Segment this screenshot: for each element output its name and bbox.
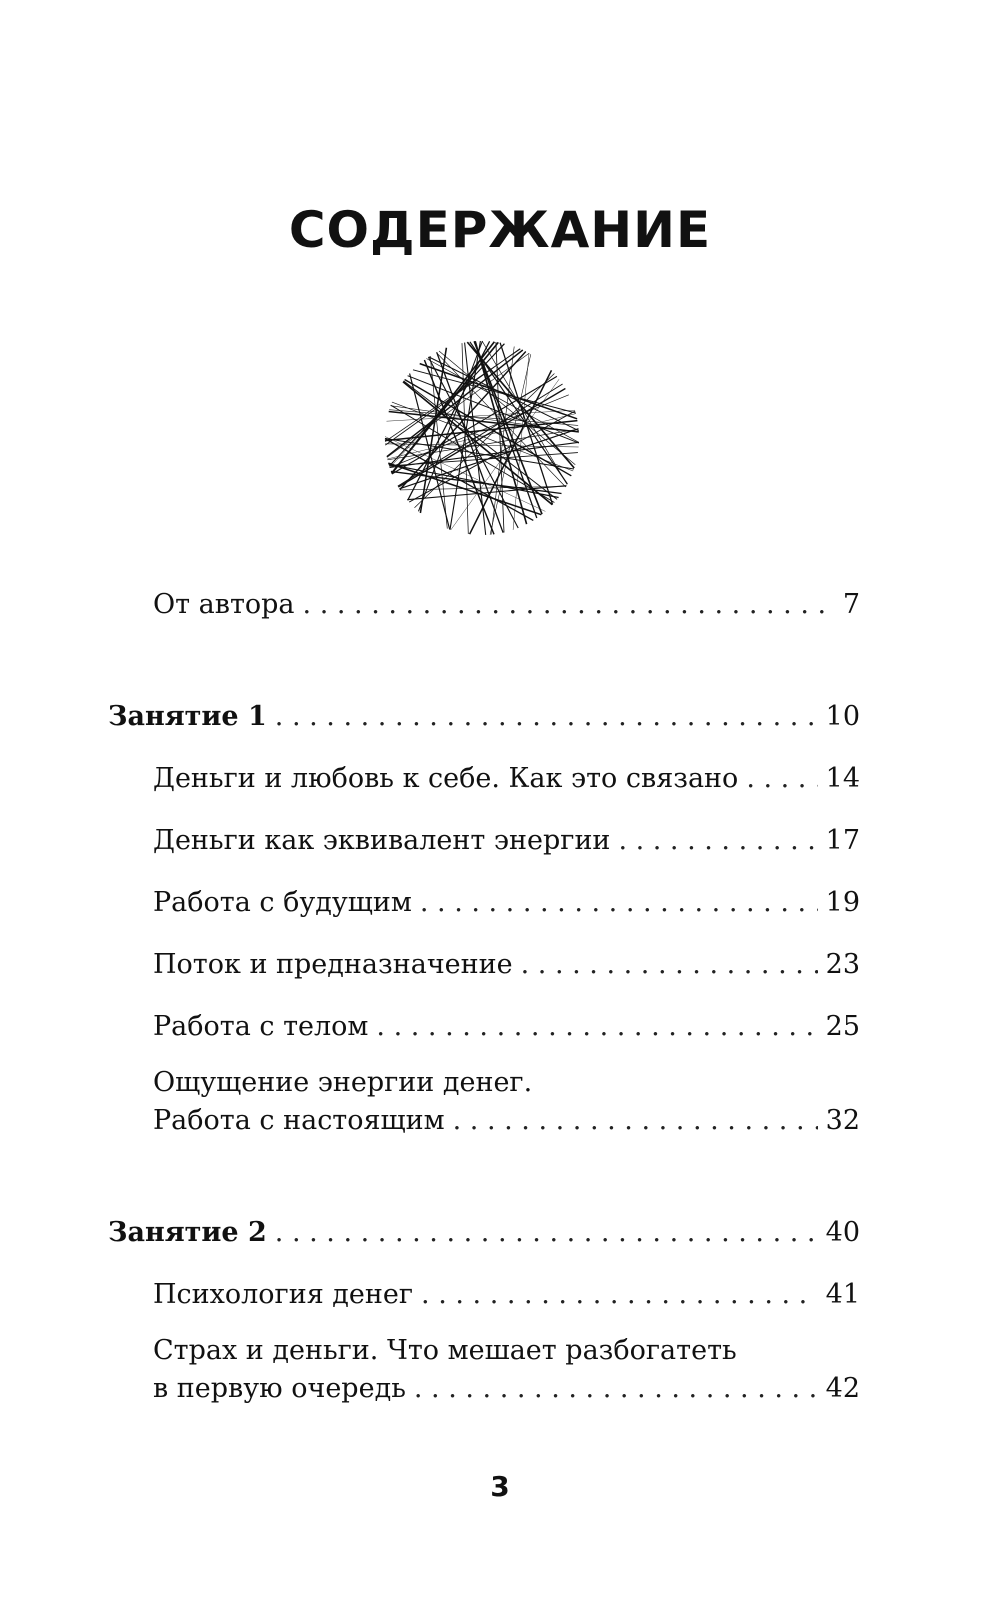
dot-leader	[453, 1104, 818, 1138]
toc-entry[interactable]	[153, 886, 860, 920]
toc-entry-label: Работа с настоящим	[153, 1105, 445, 1136]
toc-entry-label: Работа с будущим	[153, 887, 412, 918]
toc-entry-label: От автора	[153, 589, 295, 620]
toc-page-number: 17	[825, 825, 860, 856]
toc-entry[interactable]	[153, 1372, 860, 1406]
toc-entry-label: Психология денег	[153, 1279, 414, 1310]
toc-entry[interactable]	[153, 948, 860, 982]
toc-page-number: 25	[825, 1011, 860, 1042]
dot-leader	[618, 824, 817, 858]
toc-entry[interactable]	[153, 1104, 860, 1138]
ornament-line	[475, 341, 526, 524]
ornament-line	[403, 382, 552, 505]
dot-leader	[414, 1372, 818, 1406]
ornament-line	[389, 344, 504, 466]
dot-leader	[275, 1216, 818, 1250]
dot-leader	[746, 762, 817, 796]
dot-leader	[521, 948, 818, 982]
toc-entry-label: в первую очередь	[153, 1373, 406, 1404]
dot-leader	[275, 700, 818, 734]
toc-page-number: 23	[825, 949, 860, 980]
toc-entry[interactable]	[153, 1010, 860, 1044]
toc-page-number: 19	[825, 887, 860, 918]
toc-page-number: 42	[825, 1373, 860, 1404]
ornament-line	[389, 412, 579, 432]
dot-leader	[420, 886, 818, 920]
dot-leader	[303, 588, 835, 622]
toc-page-number: 41	[825, 1279, 860, 1310]
toc-section-lesson-2[interactable]	[108, 1216, 860, 1250]
toc-entry-label: Поток и предназначение	[153, 949, 513, 980]
toc-entry-label: Деньги как эквивалент энергии	[153, 825, 611, 856]
toc-section-label: Занятие 2	[108, 1217, 267, 1248]
toc-page-number: 32	[825, 1105, 860, 1136]
toc-entry-first-line: Страх и деньги. Что мешает разбогатеть	[153, 1335, 737, 1366]
dot-leader	[421, 1278, 818, 1312]
toc-entry-label: Работа с телом	[153, 1011, 369, 1042]
toc-section-lesson-1[interactable]	[108, 700, 860, 734]
ornament-line	[398, 389, 565, 488]
toc-entry[interactable]	[153, 1278, 860, 1312]
toc-page-number: 7	[842, 589, 860, 620]
toc-page-number: 14	[825, 763, 860, 794]
toc-entry-label: Деньги и любовь к себе. Как это связано	[153, 763, 739, 794]
dot-leader	[376, 1010, 817, 1044]
toc-section-label: Занятие 1	[108, 701, 267, 732]
page-title: СОДЕРЖАНИЕ	[288, 201, 712, 259]
toc-page-number: 10	[825, 701, 860, 732]
toc-entry-first-line: Ощущение энергии денег.	[153, 1067, 533, 1098]
page-number: 3	[490, 1470, 510, 1503]
string-art-ornament	[382, 338, 582, 538]
toc-page-number: 40	[825, 1217, 860, 1248]
toc-entry[interactable]	[153, 824, 860, 858]
toc-entry[interactable]	[153, 762, 860, 796]
toc-entry-author[interactable]	[153, 588, 860, 622]
